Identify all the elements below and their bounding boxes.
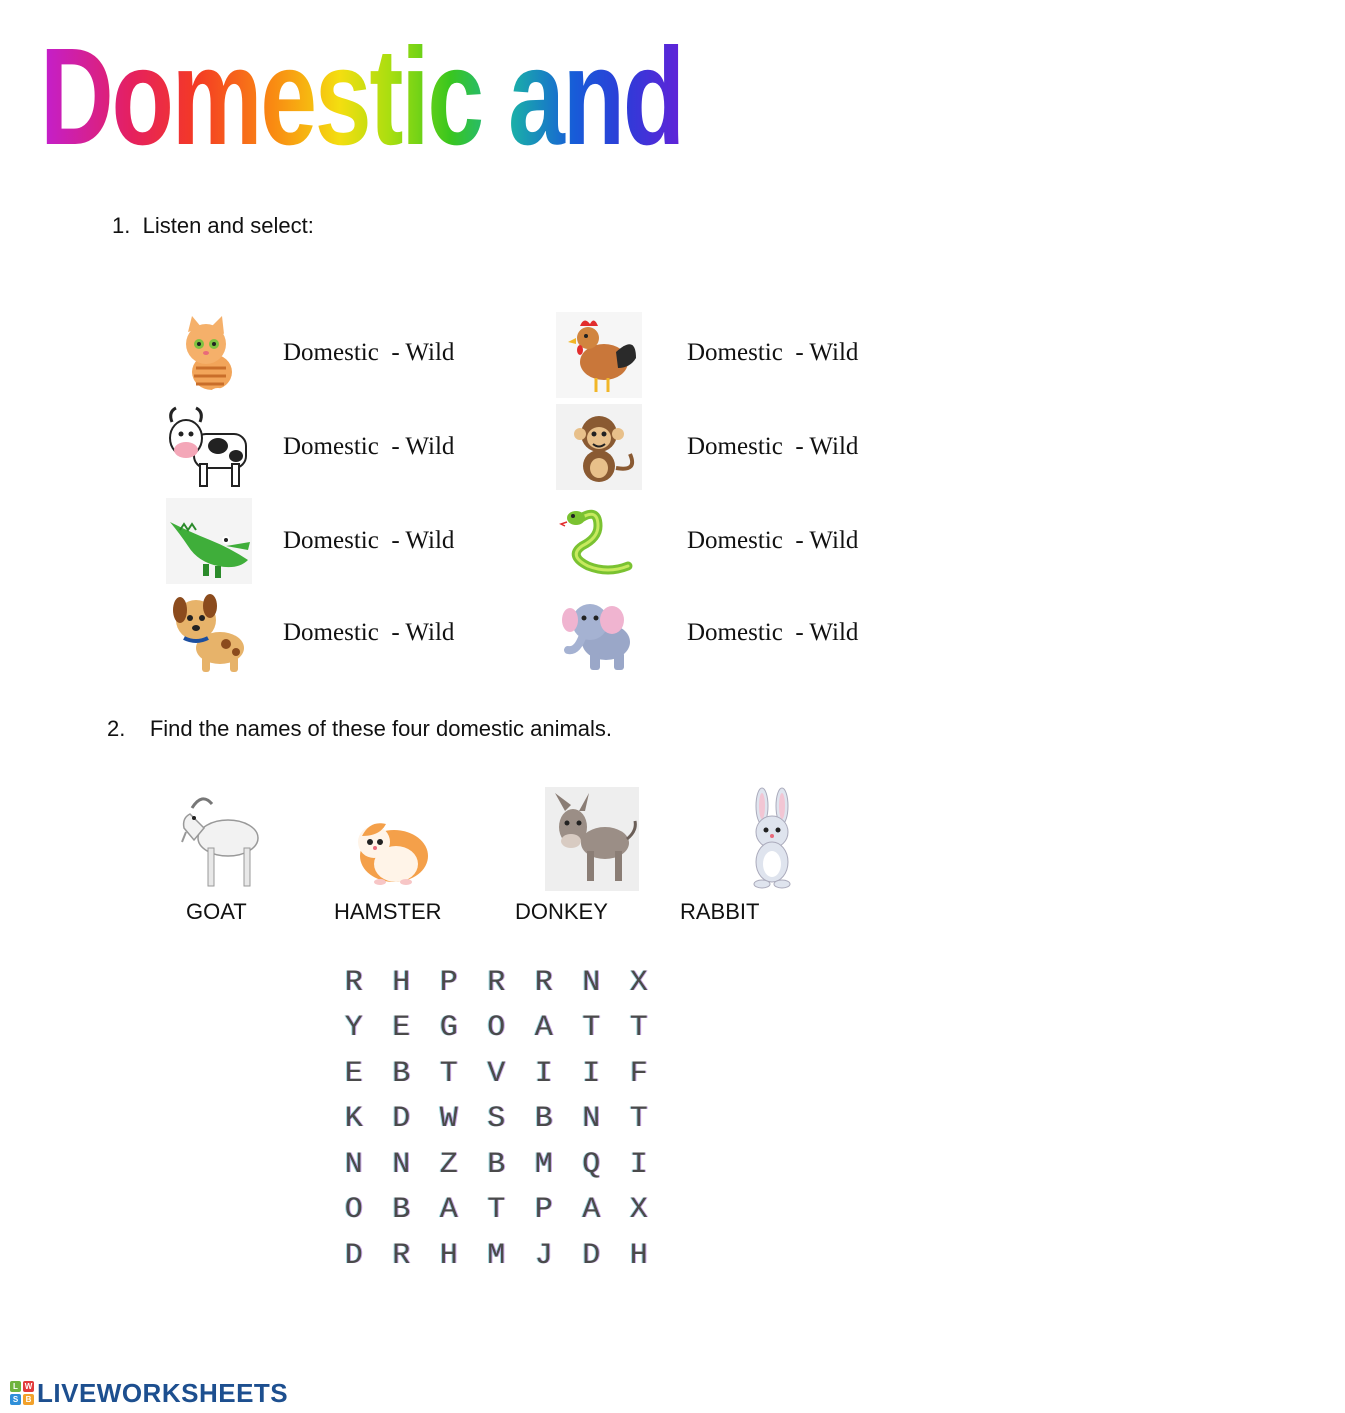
word-search-letter[interactable]: X	[629, 1193, 648, 1228]
word-search-letter[interactable]: T	[487, 1193, 506, 1228]
word-search-letter[interactable]: Z	[439, 1147, 458, 1182]
choice-elephant[interactable]: Domestic - Wild	[687, 619, 859, 646]
logo-letter: S	[10, 1394, 21, 1405]
word-search-letter[interactable]: O	[344, 1193, 363, 1228]
word-search-grid	[330, 960, 670, 1279]
choice-kitten[interactable]: Domestic - Wild	[283, 339, 455, 366]
word-search-letter[interactable]: R	[392, 1238, 411, 1273]
choice-snake[interactable]: Domestic - Wild	[687, 527, 859, 554]
logo-letter: B	[23, 1394, 34, 1405]
word-search-letter[interactable]: H	[439, 1238, 458, 1273]
elephant-icon	[556, 590, 642, 676]
section-2-heading	[107, 715, 612, 743]
word-search-letter[interactable]: B	[487, 1147, 506, 1182]
word-search-letter[interactable]: A	[439, 1193, 458, 1228]
word-search-letter[interactable]: H	[629, 1238, 648, 1273]
footer-logo	[10, 1378, 288, 1408]
word-search-row	[330, 1188, 670, 1234]
word-search-letter[interactable]: N	[392, 1147, 411, 1182]
word-search-letter[interactable]: T	[582, 1011, 601, 1046]
word-search-letter[interactable]: K	[344, 1102, 363, 1137]
section-1-number: 1.	[112, 213, 131, 238]
word-search-letter[interactable]: D	[582, 1238, 601, 1273]
word-search-row	[330, 960, 670, 1006]
section-2-title: Find the names of these four domestic animals.	[149, 716, 613, 741]
word-search-letter[interactable]: J	[534, 1238, 553, 1273]
brand-name: LIVEWORKSHEETS	[37, 1377, 289, 1408]
word-search-letter[interactable]: B	[534, 1102, 553, 1137]
word-search-letter[interactable]: T	[629, 1011, 648, 1046]
word-search-letter[interactable]: N	[582, 965, 601, 1000]
word-search-letter[interactable]: M	[534, 1147, 553, 1182]
word-search-letter[interactable]: R	[344, 965, 363, 1000]
word-search-letter[interactable]: B	[392, 1056, 411, 1091]
kitten-icon	[166, 312, 252, 398]
word-search-letter[interactable]: E	[392, 1011, 411, 1046]
label-donkey: DONKEY	[515, 899, 608, 924]
monkey-icon	[556, 404, 642, 490]
word-search-letter[interactable]: A	[582, 1193, 601, 1228]
word-search-letter[interactable]: R	[534, 965, 553, 1000]
word-search-letter[interactable]: N	[344, 1147, 363, 1182]
word-search-letter[interactable]: X	[629, 965, 648, 1000]
puppy-icon	[166, 590, 252, 676]
word-search-letter[interactable]: Q	[582, 1147, 601, 1182]
label-rabbit: RABBIT	[680, 899, 760, 924]
word-search-letter[interactable]: V	[487, 1056, 506, 1091]
word-search-letter[interactable]: Y	[344, 1011, 363, 1046]
word-search-letter[interactable]: T	[629, 1102, 648, 1137]
section-1-title: Listen and select:	[142, 213, 314, 238]
choice-rooster[interactable]: Domestic - Wild	[687, 339, 859, 366]
section-1-heading	[112, 212, 314, 240]
word-search-letter[interactable]: P	[439, 965, 458, 1000]
word-search-letter[interactable]: F	[629, 1056, 648, 1091]
choice-crocodile[interactable]: Domestic - Wild	[283, 527, 455, 554]
word-search-letter[interactable]: W	[439, 1102, 458, 1137]
word-search-letter[interactable]: G	[439, 1011, 458, 1046]
rabbit-icon	[738, 786, 806, 892]
word-search-letter[interactable]: O	[487, 1011, 506, 1046]
word-search-letter[interactable]: I	[582, 1056, 601, 1091]
word-search-letter[interactable]: P	[534, 1193, 553, 1228]
word-search-letter[interactable]: D	[344, 1238, 363, 1273]
word-search-letter[interactable]: E	[344, 1056, 363, 1091]
goat-icon	[168, 788, 268, 892]
word-search-row	[330, 1233, 670, 1279]
word-search-row	[330, 1097, 670, 1143]
word-search-letter[interactable]: R	[487, 965, 506, 1000]
choice-monkey[interactable]: Domestic - Wild	[687, 433, 859, 460]
crocodile-icon	[166, 498, 252, 584]
page-title: Domestic and Wild Animals.	[40, 20, 1345, 174]
choice-puppy[interactable]: Domestic - Wild	[283, 619, 455, 646]
rooster-icon	[556, 312, 642, 398]
label-goat: GOAT	[186, 899, 247, 924]
word-search-letter[interactable]: D	[392, 1102, 411, 1137]
word-search-letter[interactable]: M	[487, 1238, 506, 1273]
donkey-icon	[545, 787, 639, 891]
word-search-letter[interactable]: N	[582, 1102, 601, 1137]
logo-letter: W	[24, 1382, 33, 1391]
word-search-letter[interactable]: A	[534, 1011, 553, 1046]
word-search-row	[330, 1006, 670, 1052]
section-2-number: 2.	[107, 716, 126, 741]
logo-letter: L	[10, 1381, 21, 1392]
snake-icon	[556, 498, 642, 584]
choice-cow[interactable]: Domestic - Wild	[283, 433, 455, 460]
word-search-letter[interactable]: H	[392, 965, 411, 1000]
liveworksheets-logo-icon	[10, 1381, 34, 1405]
hamster-icon	[350, 802, 432, 888]
cow-icon	[166, 404, 252, 490]
word-search-row	[330, 1051, 670, 1097]
word-search-letter[interactable]: B	[392, 1193, 411, 1228]
word-search-letter[interactable]: I	[629, 1147, 648, 1182]
word-search-letter[interactable]: I	[534, 1056, 553, 1091]
word-search-letter[interactable]: S	[487, 1102, 506, 1137]
label-hamster: HAMSTER	[334, 899, 442, 924]
word-search-row	[330, 1142, 670, 1188]
word-search-letter[interactable]: T	[439, 1056, 458, 1091]
